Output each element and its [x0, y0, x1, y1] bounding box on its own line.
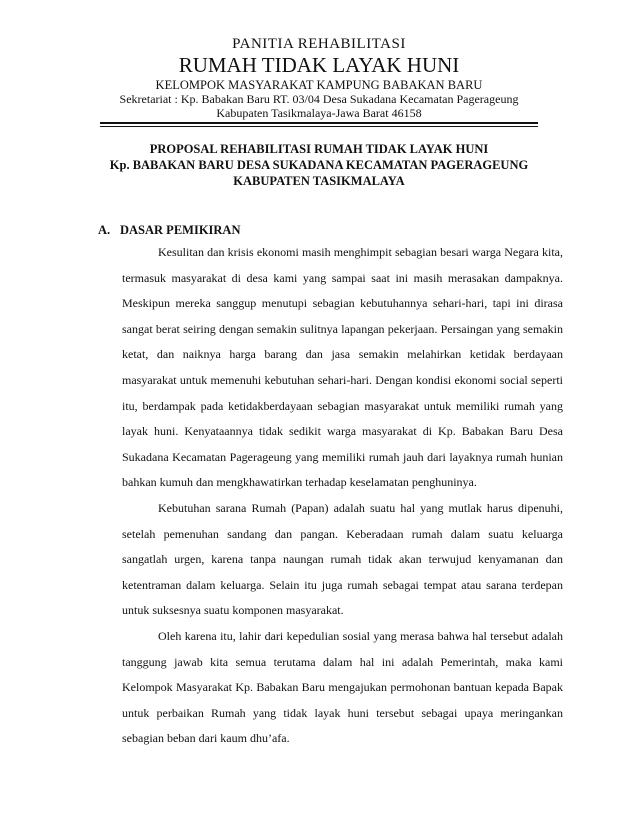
section-title: DASAR PEMIKIRAN: [120, 223, 241, 237]
section-heading: [98, 223, 241, 238]
letterhead-group-name: KELOMPOK MASYARAKAT KAMPUNG BABAKAN BARU: [155, 78, 483, 92]
paragraph: Kebutuhan sarana Rumah (Papan) adalah suatu hal yang mutlak harus dipenuhi, setelah pemenuhan sandang dan pangan. Keberadaan rumah dalam suatu keluarga sangatlah urgen, karena tanpa naungan rumah tidak akan terwujud kenyamanan dan ketentraman dalam keluarga. Selain itu juga rumah sebagai tempat atau sarana terdepan untuk suksesnya suatu komponen masyarakat.: [122, 500, 563, 618]
section-number: A.: [98, 223, 111, 237]
letterhead-address: Sekretariat : Kp. Babakan Baru RT. 03/04 Desa Sukadana Kecamatan Pagerageung: [119, 92, 519, 106]
proposal-title-line-1: PROPOSAL REHABILITASI RUMAH TIDAK LAYAK HUNI: [149, 142, 489, 156]
paragraph: Kesulitan dan krisis ekonomi masih menghimpit sebagian besari warga Negara kita, termasuk masyarakat di desa kami yang sampai saat ini masih merasakan dampaknya. Meskipun mereka sanggup menutupi sebagian kebutuhannya sehari-hari, tapi ini dirasa sangat berat seiring dengan semakin sulitnya lapangan pekerjaan. Persaingan yang semakin ketat, dan naiknya harga barang dan jasa semakin melahirkan ketidak berdayaan masyarakat untuk memenuhi kebutuhan sehari-hari. Dengan kondisi ekonomi social seperti itu, berdampak pada ketidakberdayaan sebagian masyarakat untuk memiliki rumah yang layak huni. Kenyataannya tidak sedikit warga masyarakat di Kp. Babakan Baru Desa Sukadana Kecamatan Pagerageung yang memiliki rumah jauh dari layaknya rumah hunian bahkan kumuh dan mengkhawatirkan terhadap keselamatan penghuninya.: [122, 245, 563, 490]
paragraph: Oleh karena itu, lahir dari kepedulian sosial yang merasa bahwa hal tersebut adalah tanggung jawab kita semua terutama dalam hal ini adalah Pemerintah, maka kami Kelompok Masyarakat Kp. Babakan Baru mengajukan permohonan bantuan kepada Bapak untuk perbaikan Rumah yang tidak layak huni tersebut sebagai upaya meringankan sebagian beban dari kaum dhu’afa.: [122, 628, 563, 746]
proposal-title-line-2: Kp. BABAKAN BARU DESA SUKADANA KECAMATAN PAGERAGEUNG: [109, 158, 529, 172]
letterhead-divider-thick: [100, 122, 538, 124]
section-body: [122, 240, 563, 752]
letterhead-regency: Kabupaten Tasikmalaya-Jawa Barat 46158: [216, 106, 422, 120]
letterhead-program-name: RUMAH TIDAK LAYAK HUNI: [178, 53, 460, 77]
letterhead-committee-name: PANITIA REHABILITASI: [232, 36, 406, 52]
proposal-title-line-3: KABUPATEN TASIKMALAYA: [233, 174, 405, 188]
letterhead-divider-thin: [100, 126, 538, 127]
